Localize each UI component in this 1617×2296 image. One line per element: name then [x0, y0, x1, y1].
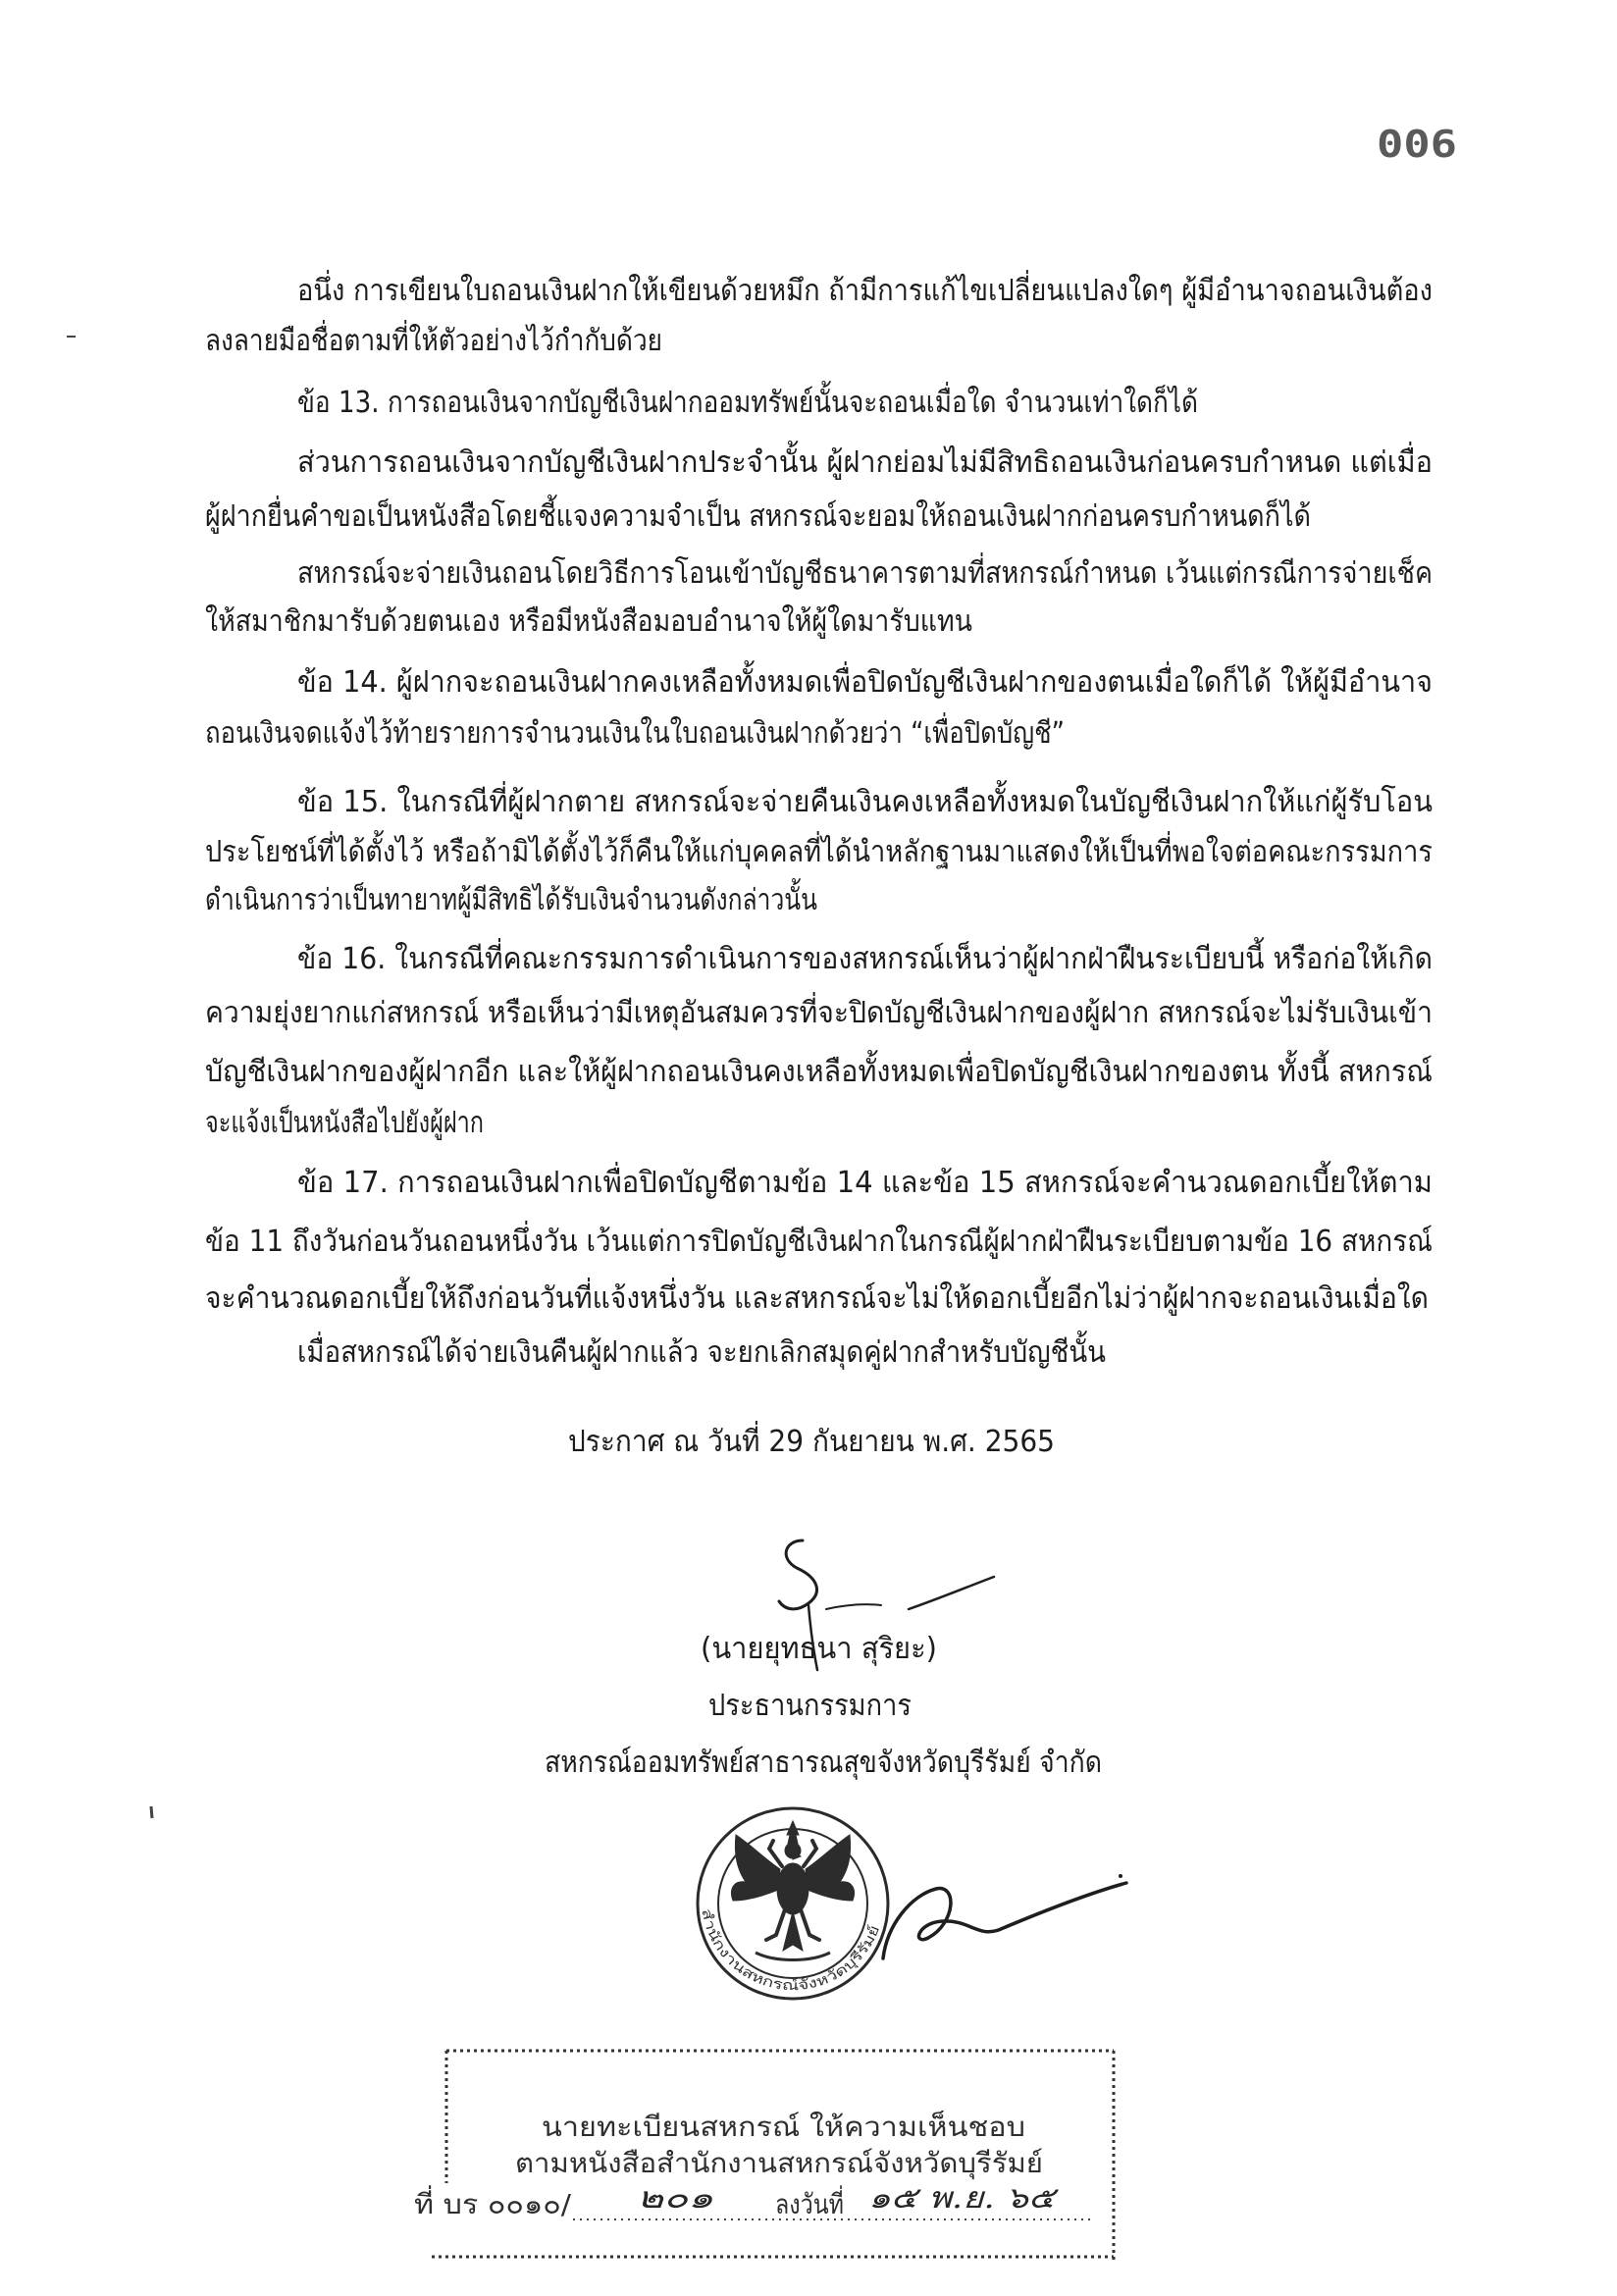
- clause-17-line-2: ข้อ 11 ถึงวันก่อนวันถอนหนึ่งวัน เว้นแต่การปิดบัญชีเงินฝากในกรณีผู้ฝากฝ่าฝืนระเบียบตามข้อ 16 สหกรณ์: [205, 1225, 1528, 1259]
- paragraph-1-line-1: อนึ่ง การเขียนใบถอนเงินฝากให้เขียนด้วยหมึก ถ้ามีการแก้ไขเปลี่ยนแปลงใดๆ ผู้มีอำนาจถอนเงินต้อง: [297, 274, 1546, 308]
- signatory-name: (นายยุทธนา สุริยะ): [701, 1632, 946, 1666]
- stamp-date-label: ลงวันที่: [775, 2188, 859, 2220]
- seal-text-arc: สำนักงานสหกรณ์จังหวัดบุรีรัมย์: [698, 1906, 883, 1995]
- clause-14-line-1: ข้อ 14. ผู้ฝากจะถอนเงินฝากคงเหลือทั้งหมดเพื่อปิดบัญชีเงินฝากของตนเมื่อใดก็ได้ ให้ผู้มีอำนาจ: [297, 665, 1483, 700]
- page-number: 006: [1377, 123, 1457, 166]
- registrar-signature: [883, 1874, 1126, 1958]
- stamp-ref-prefix: ที่ บร ๐๐๑๐/: [414, 2188, 559, 2220]
- clause-16-line-3: บัญชีเงินฝากของผู้ฝากอีก และให้ผู้ฝากถอนเงินคงเหลือทั้งหมดเพื่อปิดบัญชีเงินฝากของตน ทั้งนี้ สหกรณ์: [205, 1055, 1486, 1089]
- signatory-organization: สหกรณ์ออมทรัพย์สาธารณสุขจังหวัดบุรีรัมย์ จำกัด: [545, 1746, 1174, 1780]
- closing-line: เมื่อสหกรณ์ได้จ่ายเงินคืนผู้ฝากแล้ว จะยกเลิกสมุดคู่ฝากสำหรับบัญชีนั้น: [297, 1335, 1178, 1370]
- margin-mark: [151, 1806, 152, 1818]
- announcement-date: ประกาศ ณ วันที่ 29 กันยายน พ.ศ. 2565: [568, 1425, 1090, 1459]
- stamp-date-handwritten: ๑๕ พ.ย. ๖๕: [868, 2181, 1061, 2216]
- clause-13-payment-line-2: ให้สมาชิกมารับด้วยตนเอง หรือมีหนังสือมอบอำนาจให้ผู้ใดมารับแทน: [205, 604, 972, 639]
- stamp-ref-number-handwritten: ๒๐๑: [637, 2181, 713, 2216]
- clause-13-line-1: ข้อ 13. การถอนเงินจากบัญชีเงินฝากออมทรัพย์นั้นจะถอนเมื่อใด จำนวนเท่าใดก็ได้: [297, 386, 1330, 420]
- clause-14-line-2: ถอนเงินจดแจ้งไว้ท้ายรายการจำนวนเงินในใบถอนเงินฝากด้วยว่า “เพื่อปิดบัญชี”: [205, 716, 1206, 751]
- clause-15-line-3: ดำเนินการว่าเป็นทายาทผู้มีสิทธิได้รับเงินจำนวนดังกล่าวนั้น: [205, 883, 951, 917]
- body-text: [205, 270, 1560, 1371]
- signatory-position: ประธานกรรมการ: [708, 1689, 912, 1723]
- clause-16-line-2: ความยุ่งยากแก่สหกรณ์ หรือเห็นว่ามีเหตุอันสมควรที่จะปิดบัญชีเงินฝากของผู้ฝาก สหกรณ์จะไม่รับเงินเข้า: [205, 996, 1508, 1030]
- approval-stamp: [414, 2051, 1114, 2262]
- clause-16-line-1: ข้อ 16. ในกรณีที่คณะกรรมการดำเนินการของสหกรณ์เห็นว่าผู้ฝากฝ่าฝืนระเบียบนี้ หรือก่อให้เกิด: [297, 942, 1502, 976]
- clause-13-fixed-deposit-line-1: ส่วนการถอนเงินจากบัญชีเงินฝากประจำนั้น ผู้ฝากย่อมไม่มีสิทธิถอนเงินก่อนครบกำหนด แต่เมื่อ: [297, 445, 1478, 480]
- stamp-line-1: นายทะเบียนสหกรณ์ ให้ความเห็นชอบ: [542, 2111, 985, 2143]
- clause-15-line-2: ประโยชน์ที่ได้ตั้งไว้ หรือถ้ามิได้ตั้งไว้ก็คืนให้แก่บุคคลที่ได้นำหลักฐานมาแสดงให้เป็นที่พอใจต่อคณะกรรมการ: [205, 835, 1560, 869]
- paragraph-1-line-2: ลงลายมือชื่อตามที่ให้ตัวอย่างไว้กำกับด้วย: [205, 324, 729, 358]
- official-seal: [698, 1808, 888, 1999]
- clause-13-fixed-deposit-line-2: ผู้ฝากยื่นคำขอเป็นหนังสือโดยชี้แจงความจำเป็น สหกรณ์จะยอมให้ถอนเงินฝากก่อนครบกำหนดก็ได้: [205, 499, 1436, 534]
- stamp-line-2: ตามหนังสือสำนักงานสหกรณ์จังหวัดบุรีรัมย์: [515, 2147, 1019, 2179]
- clause-13-payment-line-1: สหกรณ์จะจ่ายเงินถอนโดยวิธีการโอนเข้าบัญชีธนาคารตามที่สหกรณ์กำหนด เว้นแต่กรณีการจ่ายเช็ค: [297, 556, 1560, 591]
- clause-17-line-1: ข้อ 17. การถอนเงินฝากเพื่อปิดบัญชีตามข้อ 14 และข้อ 15 สหกรณ์จะคำนวณดอกเบี้ยให้ตาม: [297, 1166, 1469, 1200]
- clause-17-line-3: จะคำนวณดอกเบี้ยให้ถึงก่อนวันที่แจ้งหนึ่งวัน และสหกรณ์จะไม่ให้ดอกเบี้ยอีกไม่ว่าผู้ฝากจะถอนเงินเมื่อใด: [205, 1281, 1506, 1316]
- clause-15-line-1: ข้อ 15. ในกรณีที่ผู้ฝากตาย สหกรณ์จะจ่ายคืนเงินคงเหลือทั้งหมดในบัญชีเงินฝากให้แก่ผู้รับโอน: [297, 785, 1475, 819]
- clause-16-line-4: จะแจ้งเป็นหนังสือไปยังผู้ฝาก: [205, 1106, 561, 1140]
